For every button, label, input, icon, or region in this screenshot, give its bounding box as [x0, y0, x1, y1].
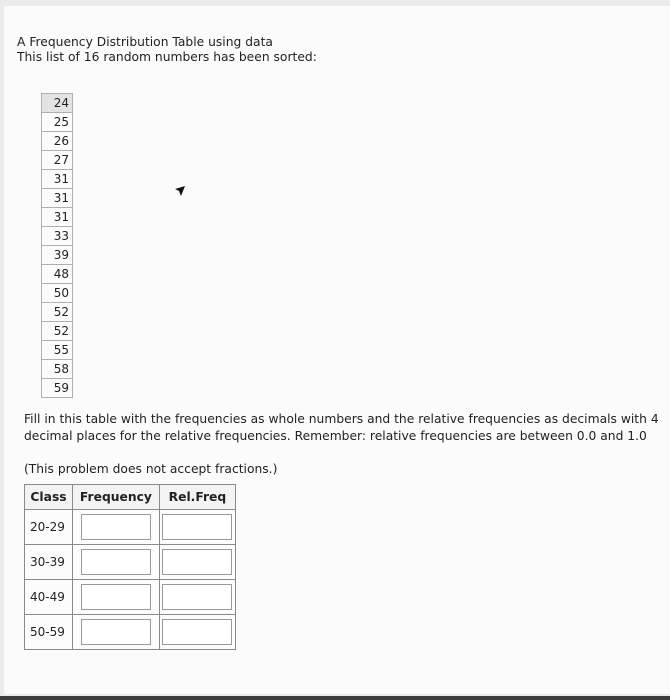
mouse-cursor-icon — [174, 185, 186, 197]
frequency-input-40-49[interactable] — [81, 584, 151, 610]
number-row — [42, 208, 73, 227]
instructions-text: Fill in this table with the frequencies as whole numbers and the relative frequencies as decimals with 4 decimal places for the relative frequencies. Remember: relative frequencies are between 0.0 and 1.0 — [24, 412, 659, 443]
number-row — [42, 170, 73, 189]
frequency-cell — [73, 545, 160, 580]
problem-title: A Frequency Distribution Table using data — [17, 35, 273, 49]
table-row — [25, 545, 236, 580]
number-row — [42, 94, 73, 113]
sorted-numbers-table — [41, 93, 73, 398]
number-cell: 52 — [42, 303, 73, 322]
frequency-cell — [73, 510, 160, 545]
number-row — [42, 341, 73, 360]
class-label: 50-59 — [25, 615, 73, 650]
number-cell: 26 — [42, 132, 73, 151]
table-row — [25, 580, 236, 615]
rel-freq-cell — [159, 615, 235, 650]
fractions-note: (This problem does not accept fractions.) — [24, 462, 278, 476]
number-row — [42, 379, 73, 398]
bottom-edge — [0, 696, 670, 700]
class-label: 20-29 — [25, 510, 73, 545]
header-frequency: Frequency — [73, 485, 160, 510]
number-cell: 52 — [42, 322, 73, 341]
frequency-cell — [73, 580, 160, 615]
rel-freq-input-30-39[interactable] — [162, 549, 232, 575]
number-row — [42, 360, 73, 379]
number-cell: 31 — [42, 208, 73, 227]
rel-freq-cell — [159, 510, 235, 545]
rel-freq-input-50-59[interactable] — [162, 619, 232, 645]
number-cell: 39 — [42, 246, 73, 265]
problem-subtitle: This list of 16 random numbers has been sorted: — [17, 50, 317, 64]
number-cell: 25 — [42, 113, 73, 132]
number-row — [42, 265, 73, 284]
number-row — [42, 246, 73, 265]
number-cell: 33 — [42, 227, 73, 246]
number-row — [42, 151, 73, 170]
number-row — [42, 303, 73, 322]
rel-freq-input-20-29[interactable] — [162, 514, 232, 540]
class-label: 30-39 — [25, 545, 73, 580]
table-row — [25, 510, 236, 545]
number-row — [42, 189, 73, 208]
header-class: Class — [25, 485, 73, 510]
frequency-input-50-59[interactable] — [81, 619, 151, 645]
frequency-table — [24, 484, 236, 650]
number-cell: 59 — [42, 379, 73, 398]
number-cell: 27 — [42, 151, 73, 170]
rel-freq-input-40-49[interactable] — [162, 584, 232, 610]
number-cell: 31 — [42, 170, 73, 189]
class-label: 40-49 — [25, 580, 73, 615]
frequency-input-20-29[interactable] — [81, 514, 151, 540]
intro-text — [17, 35, 317, 65]
number-cell: 55 — [42, 341, 73, 360]
frequency-input-30-39[interactable] — [81, 549, 151, 575]
number-cell: 58 — [42, 360, 73, 379]
number-row — [42, 132, 73, 151]
problem-page — [4, 6, 670, 694]
number-cell: 31 — [42, 189, 73, 208]
table-row — [25, 615, 236, 650]
number-row — [42, 227, 73, 246]
rel-freq-cell — [159, 545, 235, 580]
number-row — [42, 284, 73, 303]
number-cell: 24 — [42, 94, 73, 113]
frequency-table-header — [25, 485, 236, 510]
rel-freq-cell — [159, 580, 235, 615]
number-row — [42, 113, 73, 132]
number-cell: 50 — [42, 284, 73, 303]
frequency-cell — [73, 615, 160, 650]
header-rel-freq: Rel.Freq — [159, 485, 235, 510]
number-row — [42, 322, 73, 341]
number-cell: 48 — [42, 265, 73, 284]
